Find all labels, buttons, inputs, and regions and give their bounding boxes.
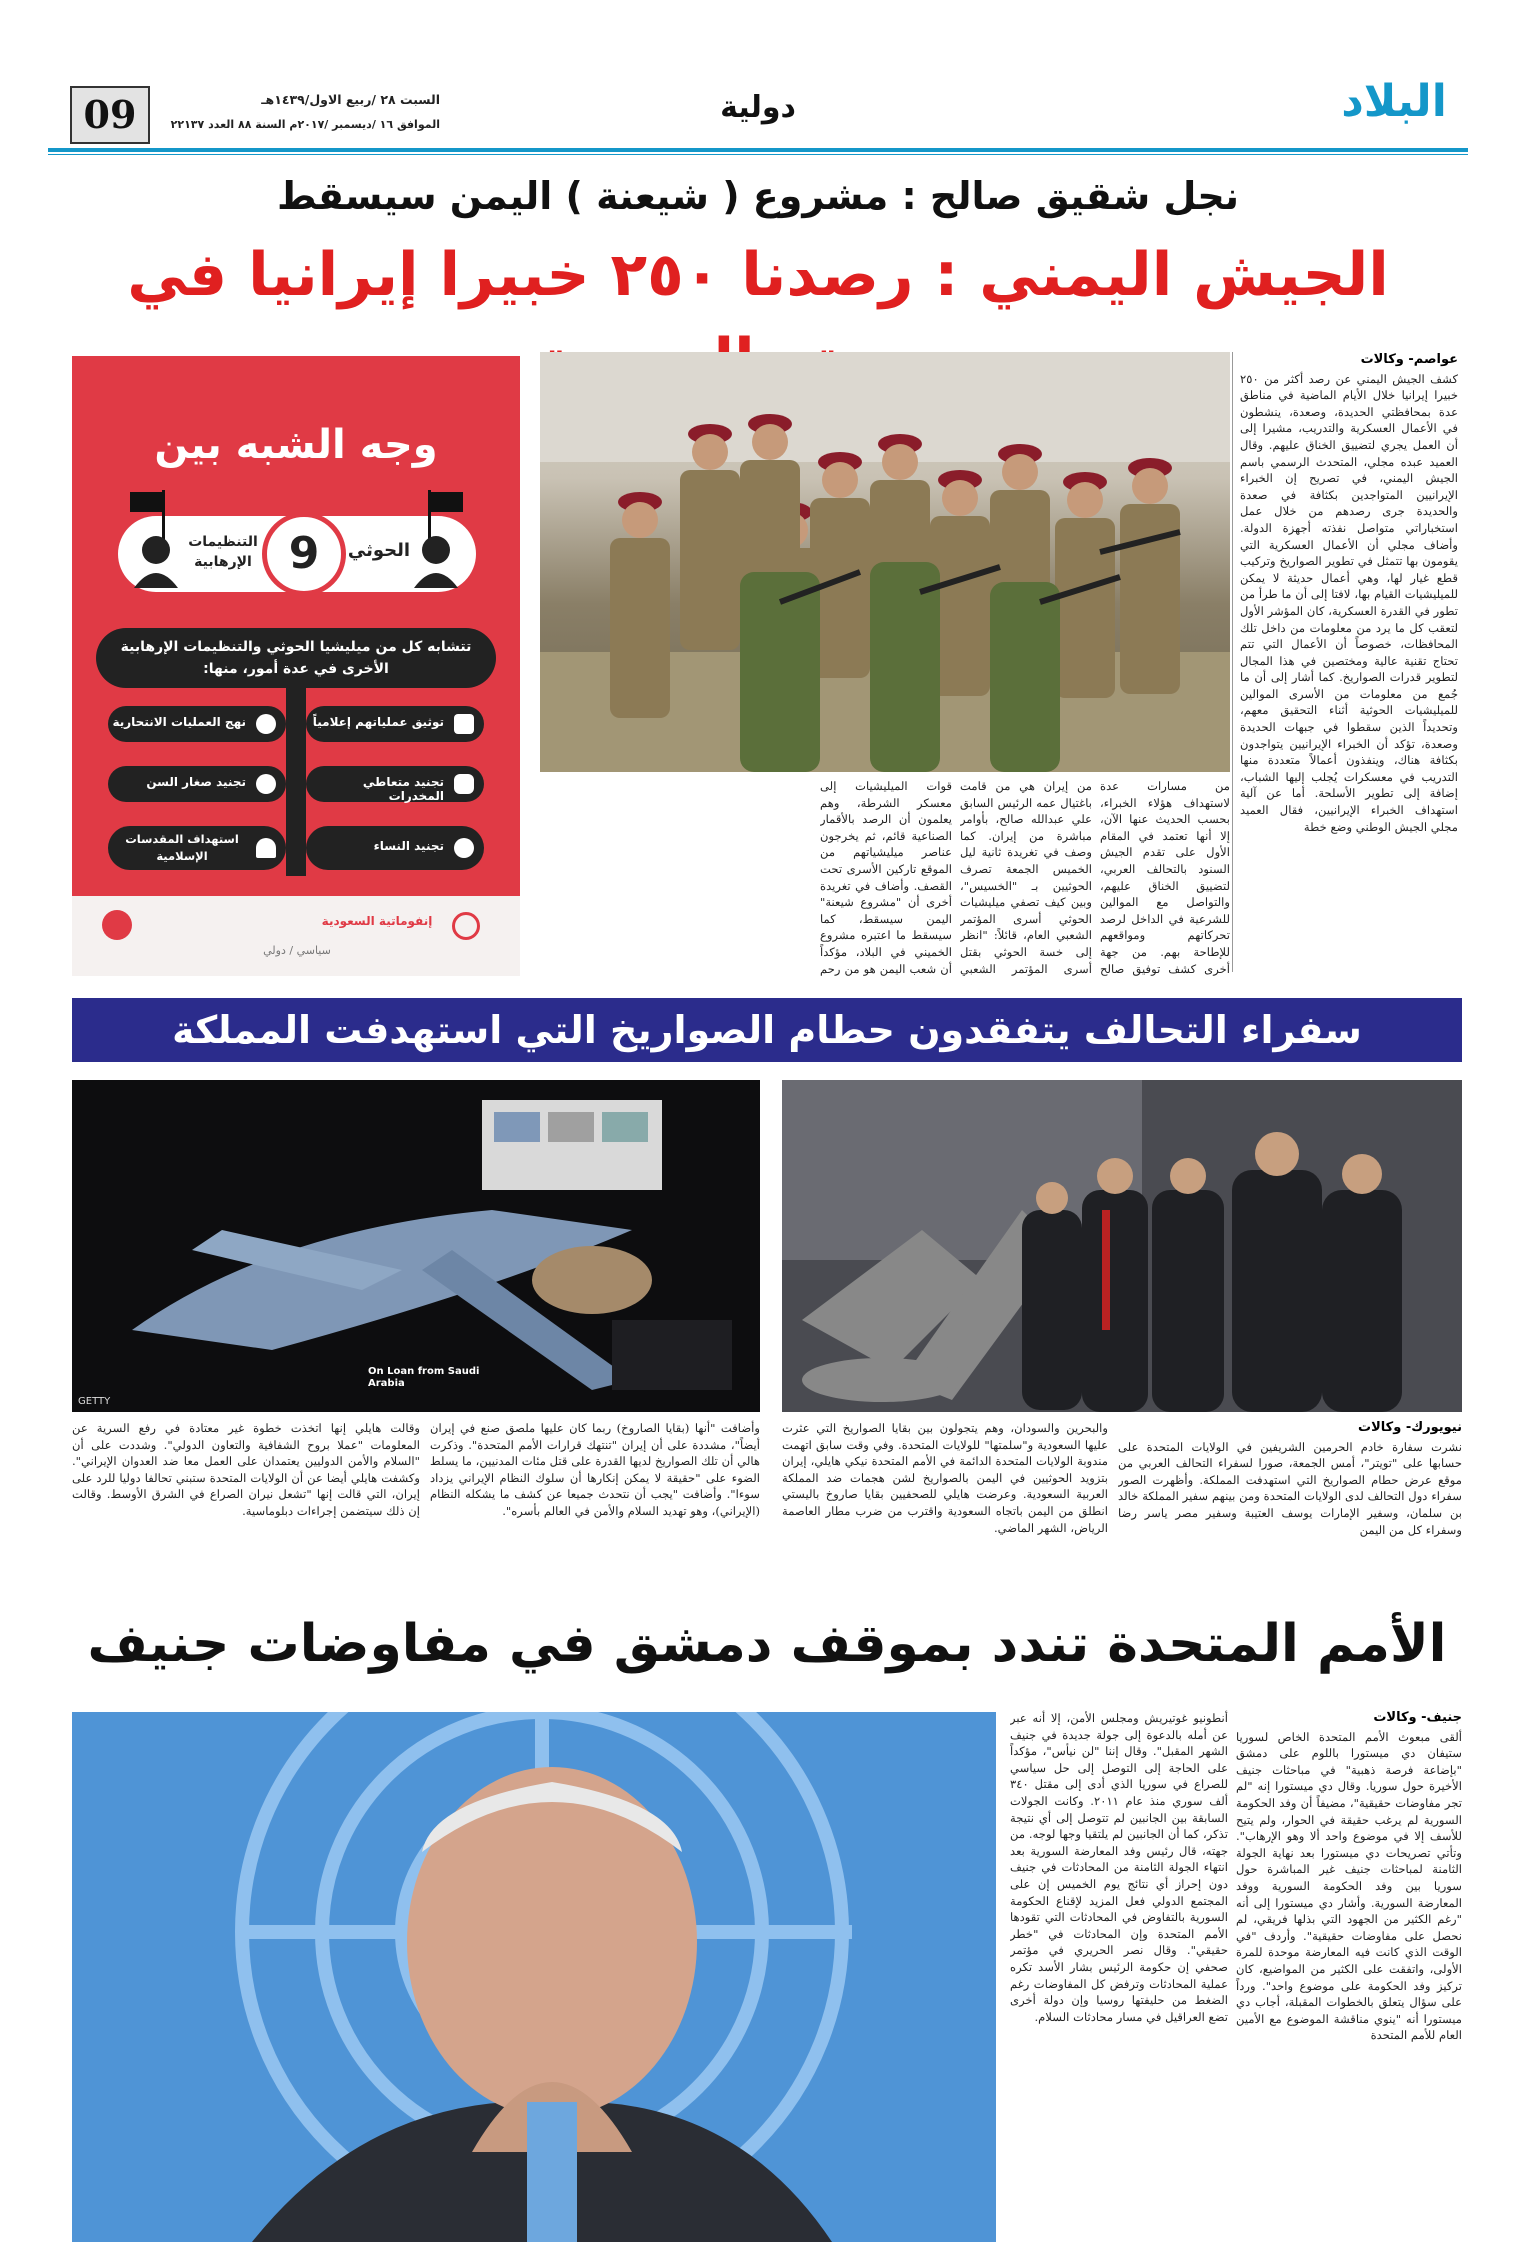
page-header xyxy=(48,76,1468,154)
pill-number: 9 xyxy=(288,528,320,579)
story3-headline: الأمم المتحدة تندد بموقف دمشق في مفاوضات جنيف xyxy=(87,1614,1447,1674)
target-icon xyxy=(256,714,276,734)
newspaper-logo xyxy=(1324,76,1464,136)
ambassadors-illustration xyxy=(782,1080,1462,1412)
pill-right-label: التنظيمات الإرهابية xyxy=(188,534,258,570)
drone-photo-caption: On Loan from Saudi Arabia xyxy=(368,1366,480,1389)
infographic-item-3 xyxy=(306,766,484,802)
infographic-title: وجه الشبه بين xyxy=(154,422,438,468)
story3-column-2-text: أنطونيو غوتيريش ومجلس الأمن، إلا أنه عبر عن أمله بالدعوة إلى جولة جديدة في جنيف الشهر المقبل". وقال إننا "لن نيأس"، مؤكداً على الحاجة إلى التوصل إلى حل سياسي للصراع في سوريا الذي أدى إلى مقتل ٣٤٠ ألف سوري منذ عام ٢٠١١. وكانت الجولات السابقة بين الجانبين لم تتوصل إلى أي نتيجة تذكر، كما أن الجانبين لم يلتقيا وجها لوجه. من جهته، قال رئيس وفد المعارضة السورية بعد انتهاء الجولة الثامنة من المحادثات في جنيف دون إحراز أي نتائج يوم الخميس إن على المجتمع الدولي فعل المزيد لإقناع الحكومة السورية بالتفاوض في المحادثات التي تقودها الأمم المتحدة وإن المحادثات في "خطر حقيقي". وقال نصر الحريري في مؤتمر صحفي إن حكومة الرئيس بشار الأسد تكره عملية المحادثات وترفض كل المفاوضات رغم الضغط من حليفتها روسيا وإن دولة أخرى تضع العراقيل في مسار محادثات السلام. xyxy=(1010,1711,1228,2024)
left-figure-icon xyxy=(126,488,188,588)
story1-photo-soldiers xyxy=(540,352,1230,772)
story3-column-2 xyxy=(1010,1710,1228,2242)
pill-left-label: الحوثي xyxy=(347,540,411,561)
story3-source: جنيف- وكالات xyxy=(1373,1710,1462,1725)
story2-source: نيويورك- وكالات xyxy=(1358,1420,1462,1435)
story3-column-1 xyxy=(1236,1710,1462,2242)
infographic-footer-tag: سياسي / دولي xyxy=(263,944,331,957)
story2-headline: سفراء التحالف يتفقدون حطام الصواريخ التي استهدفت المملكة xyxy=(172,1008,1362,1052)
infographic-item-2 xyxy=(108,706,286,742)
portrait-illustration xyxy=(72,1712,996,2242)
story2-column-2-text: والبحرين والسودان، وهم يتجولون بين بقايا الصواريخ التي عثرت عليها السعودية و"سلمتها" للولايات المتحدة. وفي وقت سابق اتهمت مندوبة الولايات المتحدة الدائمة في الأمم المتحدة نيكي هايلي، إيران بتزويد الحوثيين في اليمن بالصواريخ لشن هجمات ضد المملكة العربية السعودية. وعرضت هايلي للصحفيين بقايا صاروخ باليستي انطلق من اليمن باتجاه السعودية واقترب من ضرب مطار العاصمة الرياض، الشهر الماضي. xyxy=(782,1421,1108,1535)
brand-logo-icon xyxy=(452,912,480,940)
infographic xyxy=(72,356,520,976)
story1-column-4-text: قوات الميليشيات إلى معسكر الشرطة، وهم يعلمون أن الرصد بالأقمار الصناعية قائم، ثم يخرجون عناصر ميليشياتهم من الموقع تاركين الأسرى تحت القصف. وأضاف في تغريدة أخرى أن "مشروع شيعنة" اليمن سيسقط، كما سيسقط ما اعتبره مشروع الخميني في البلاد، مؤكداً أن شعب اليمن هو من رحم xyxy=(820,779,952,976)
drone-illustration xyxy=(72,1080,760,1412)
story3-photo-de-mistura xyxy=(72,1712,996,2242)
child-icon xyxy=(256,774,276,794)
story2-photo-drone-wreckage xyxy=(72,1080,760,1412)
infographic-item-2-label: نهج العمليات الانتحارية xyxy=(112,715,246,729)
story1-column-4 xyxy=(820,778,952,976)
mosque-icon xyxy=(256,838,276,858)
camera-icon xyxy=(454,714,474,734)
story2-column-3 xyxy=(430,1420,760,1580)
story1-column-1-text: كشف الجيش اليمني عن رصد أكثر من ٢٥٠ خبيرا إيرانيا خلال الأيام الماضية في مناطق عدة بمحافظتي الحديدة، وصعدة، ينشطون في الأعمال العسكرية والتدريب، مشيرا إلى أن العمل يجري لتضييق الخناق عليهم. وقال العميد عبده مجلي، المتحدث الرسمي باسم الجيش اليمني، في تصريح إن الخبراء الإيرانيين المتواجدين بكثافة في صعدة والحديدة جرى رصدهم من خلال عمل استخباراتي متواصل نفذته أجهزة الدولة. وأضاف مجلي أن الأعمال العسكرية التي يقومون بها تتمثل في تطوير الصواريخ وتركيب قطع غيار لها، وهي أعمال حديثة لا يمكن للميليشيات القيام بها، لافتا إلى أن ما طرأ من تطور في القدرة العسكرية، كان المؤشر الأول لتعقب كل ما يرد من معلومات من داخل تلك المحافظات، خصوصاً أن الأعمال التي تتم تحتاج تقنية عالية ومختصين في هذا المجال لتطوير قدرات الصواريخ. كما أشار إلى أن ما جُمع من معلومات من الأسرى الموالين للميليشيات الحوثية أثناء التحقيق معهم، وتحديداً الذين سقطوا في جبهات الحديدة وصعدة، تؤكد أن الخبراء الإيرانيين يتواجدون بكثافة هناك، وينفذون أعمالاً متعددة منها التدريب في معسكرات يُجلب إليها الشباب، إضافة إلى تطوير الأسلحة. أما عن آلية استهداف الخبراء الإيرانيين، فقال العميد مجلي الجيش الوطني وضع خطة xyxy=(1240,371,1458,834)
infographic-item-4-label: تجنيد صغار السن xyxy=(146,775,246,789)
pill-icon xyxy=(454,774,474,794)
story2-column-1 xyxy=(1118,1420,1462,1580)
logo-text: البلاد xyxy=(1341,76,1447,127)
story1-column-1 xyxy=(1240,352,1458,976)
infographic-brand: إنفوماتية السعودية xyxy=(321,914,433,928)
column-divider xyxy=(1232,352,1233,972)
header-rule xyxy=(48,148,1468,152)
story2-photo-ambassadors xyxy=(782,1080,1462,1412)
pill-number-circle xyxy=(262,512,346,596)
page-number: 09 xyxy=(83,92,137,137)
story2-banner xyxy=(72,998,1462,1062)
story2-column-3-text: وأضافت "أنها (بقايا الصاروخ) ربما كان عليها ملصق صنع في إيران أيضاً"، مشددة على أن إيران "تنتهك قرارات الأمم المتحدة". وذكرت هالي أن تلك الصواريخ لديها القدرة على قتل مئات المدنيين، ما يسلط الضوء على "حقيقة لا يمكن إنكارها أن سلوك النظام الإيراني يزداد سوءا". وأضافت "يجب أن نتحدث جميعا عن كشف ما يشكله النظام (الإيراني)، وهو تهديد السلام والأمن في العالم بأسره". xyxy=(430,1421,760,1518)
section-name: دولية xyxy=(720,90,796,125)
story1-column-2-text: من مسارات عدة لاستهداف هؤلاء الخبراء، بحسب الحديث عنها الآن، إلا أنها تعتمد في المقام الأول على تقدم الجيش السنود بالتحالف العربي، لتضييق الخناق عليهم، والتواصل مع الموالين للشرعية في الداخل لرصد تحركاتهم ومواقعهم للإطاحة بهم. من جهة أخرى كشف توفيق صالح xyxy=(1100,779,1230,976)
story2-column-4 xyxy=(72,1420,420,1580)
infographic-item-5 xyxy=(306,826,484,870)
infographic-intro: تتشابه كل من ميليشيا الحوثي والتنظيمات الإرهابية الأخرى في عدة أمور، منها: xyxy=(120,639,472,677)
story1-source: عواصم- وكالات xyxy=(1360,352,1458,367)
drone-photo-credit: GETTY xyxy=(78,1396,111,1407)
infographic-intro-box xyxy=(96,628,496,688)
infographic-item-6 xyxy=(108,826,286,870)
story3-column-1-text: ألقى مبعوث الأمم المتحدة الخاص لسوريا ستيفان دي ميستورا باللوم على دمشق "بإضاعة فرصة ذهبية" في مباحثات جنيف الأخيرة حول سوريا. وقال دي ميستورا إنه "لم تجر مفاوضات حقيقية"، مضيفاً أن وفد الحكومة السورية لم يرغب حقيقة في الحوار، ولم يتيح للأسف إلا في موضوع واحد ألا وهو الإرهاب". وتأتي تصريحات دي ميستورا بعد نهاية الجولة الثامنة لمباحثات جنيف غير المباشرة حول سوريا بين وفد الحكومة السورية ووفد المعارضة السورية. وأشار دي ميستورا إلى أنه "رغم الكثير من الجهود التي بذلها فريقي، لم نحصل على مفاوضات حقيقية". وأردف "في الوقت الذي كانت فيه المعارضة موحدة للمرة الأولى، واتفقت على الكثير من المواضيع، كان تركيز وفد الحكومة على موضوع واحد". ورداً على سؤال يتعلق بالخطوات المقبلة، أجاب دي ميستورا أنه "ينوي مناقشة الموضوع مع الأمين العام للأمم المتحدة xyxy=(1236,1729,1462,2043)
story1-kicker: نجل شقيق صالح : مشروع ( شيعنة ) اليمن سيسقط xyxy=(276,174,1240,218)
story1-column-2 xyxy=(1100,778,1230,976)
right-figure-icon xyxy=(406,488,468,588)
infographic-item-4 xyxy=(108,766,286,802)
infographic-item-5-label: تجنيد النساء xyxy=(373,839,444,853)
story2-column-1-text: نشرت سفارة خادم الحرمين الشريفين في الولايات المتحدة على حسابها على "تويتر"، أمس الجمعة، صورا لسفراء التحالف العربي من موقع عرض حطام الصواريخ التي استهدفت المملكة. وأظهرت الصور سفراء دول التحالف لدى الولايات المتحدة ومن بينهم سفير المملكة خالد بن سلمان، وسفير الإمارات يوسف العتيبة وسفير مصر ياسر رضا وسفراء كل من اليمن xyxy=(1118,1439,1462,1537)
infographic-comparison-pill xyxy=(118,516,476,592)
woman-icon xyxy=(454,838,474,858)
story1-column-3 xyxy=(960,778,1092,976)
story1-column-5 xyxy=(540,778,812,976)
story1-headline: الجيش اليمني : رصدنا ٢٥٠ خبيرا إيرانيا في xyxy=(127,240,1389,310)
issue-date-line-1: السبت ٢٨ /ربيع الاول/١٤٣٩هـ xyxy=(261,92,440,107)
infographic-item-1-label: توثيق عملياتهم إعلامياً xyxy=(312,715,444,729)
soldiers-illustration xyxy=(540,352,1230,772)
infographic-spine xyxy=(286,686,306,876)
infographic-item-3-label: تجنيد متعاطي المخدرات xyxy=(362,775,444,803)
infographic-item-6-label: استهداف المقدسات الإسلامية xyxy=(125,832,239,863)
infographic-item-1 xyxy=(306,706,484,742)
story2-column-4-text: وقالت هايلي إنها اتخذت خطوة غير معتادة في رفع السرية عن المعلومات "عملا بروح الشفافية والتعاون الدولي". وشددت على أن "السلام والأمن الدوليين يعتمدان على العمل معا ضد العدوان الإيراني". وكشفت هايلي أيضا عن أن الولايات المتحدة ستبني تحالفا دوليا للرد على إيران، التي قالت إنها "تشعل نيران الصراع في الشرق الأوسط. وقالت إن ذلك سيتضمن إجراءات دبلوماسية. xyxy=(72,1421,420,1518)
infographic-footer xyxy=(72,896,520,976)
issue-date-line-2: الموافق ١٦ /ديسمبر /٢٠١٧م السنة ٨٨ العدد ٢٢١٣٧ xyxy=(170,118,440,131)
saudi-seal-icon xyxy=(102,910,132,940)
story1-column-3-text: من إيران هي من قامت باغتيال عمه الرئيس السابق علي عبدالله صالح، بأوامر مباشرة من إيران. كما وصف في تغريدة ثانية ليل الخميس الجمعة تصرف الحوثيين بـ "الخسيس"، وبين كيف تصفي ميليشيات الحوثي أسرى المؤتمر الشعبي العام، قائلاً: "انظر إلى خسة الحوثي بقتل أسرى المؤتمر الشعبي xyxy=(960,779,1092,976)
story2-column-2 xyxy=(782,1420,1108,1580)
header-rule-thin xyxy=(48,154,1468,155)
